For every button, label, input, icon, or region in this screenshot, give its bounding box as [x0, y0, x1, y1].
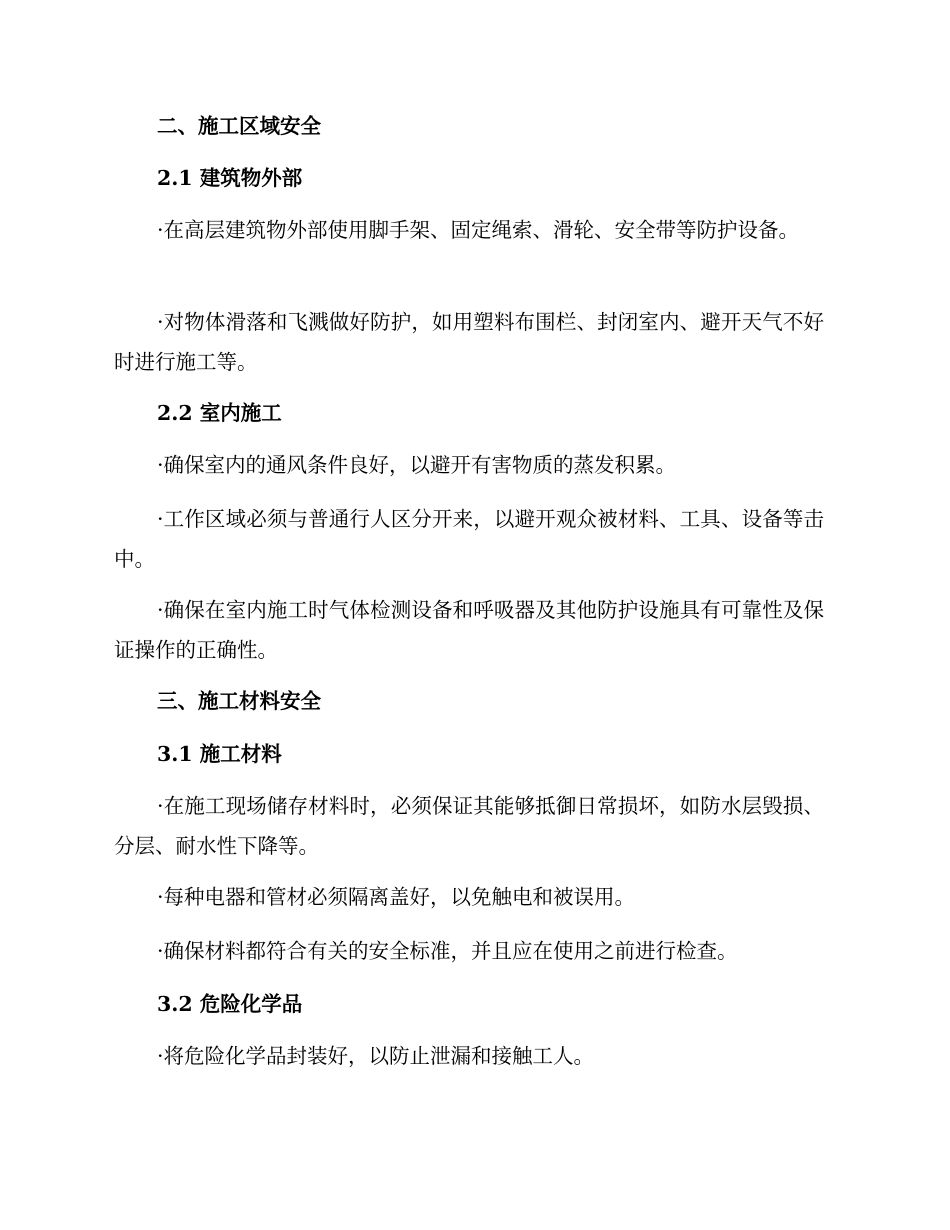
subsection-heading-indoor-construction: 2.2 室内施工: [157, 401, 282, 425]
paragraph-material-storage: ·在施工现场储存材料时，必须保证其能够抵御日常损坏，如防水层毁损、分层、耐水性下降等。: [114, 794, 824, 858]
subsection-heading-building-exterior: 2.1 建筑物外部: [157, 166, 303, 190]
paragraph-work-area-separation: ·工作区域必须与普通行人区分开来，以避开观众被材料、工具、设备等击中。: [114, 507, 824, 571]
subsection-heading-construction-materials: 3.1 施工材料: [157, 742, 282, 766]
paragraph-material-standards-inspection: ·确保材料都符合有关的安全标准，并且应在使用之前进行检查。: [157, 939, 738, 963]
section-heading-construction-area-safety: 二、施工区域安全: [157, 114, 321, 138]
paragraph-electrical-pipe-isolation: ·每种电器和管材必须隔离盖好，以免触电和被误用。: [157, 885, 636, 909]
paragraph-chemical-sealing: ·将危险化学品封装好，以防止泄漏和接触工人。: [157, 1044, 595, 1068]
section-heading-construction-materials-safety: 三、施工材料安全: [157, 689, 321, 713]
paragraph-gas-detection-respirators: ·确保在室内施工时气体检测设备和呼吸器及其他防护设施具有可靠性及保证操作的正确性。: [114, 598, 824, 662]
paragraph-exterior-protective-equipment: ·在高层建筑物外部使用脚手架、固定绳索、滑轮、安全带等防护设备。: [157, 218, 800, 242]
paragraph-falling-objects-protection: ·对物体滑落和飞溅做好防护，如用塑料布围栏、封闭室内、避开天气不好时进行施工等。: [114, 310, 824, 374]
paragraph-indoor-ventilation: ·确保室内的通风条件良好，以避开有害物质的蒸发积累。: [157, 453, 677, 477]
subsection-heading-hazardous-chemicals: 3.2 危险化学品: [157, 992, 303, 1016]
